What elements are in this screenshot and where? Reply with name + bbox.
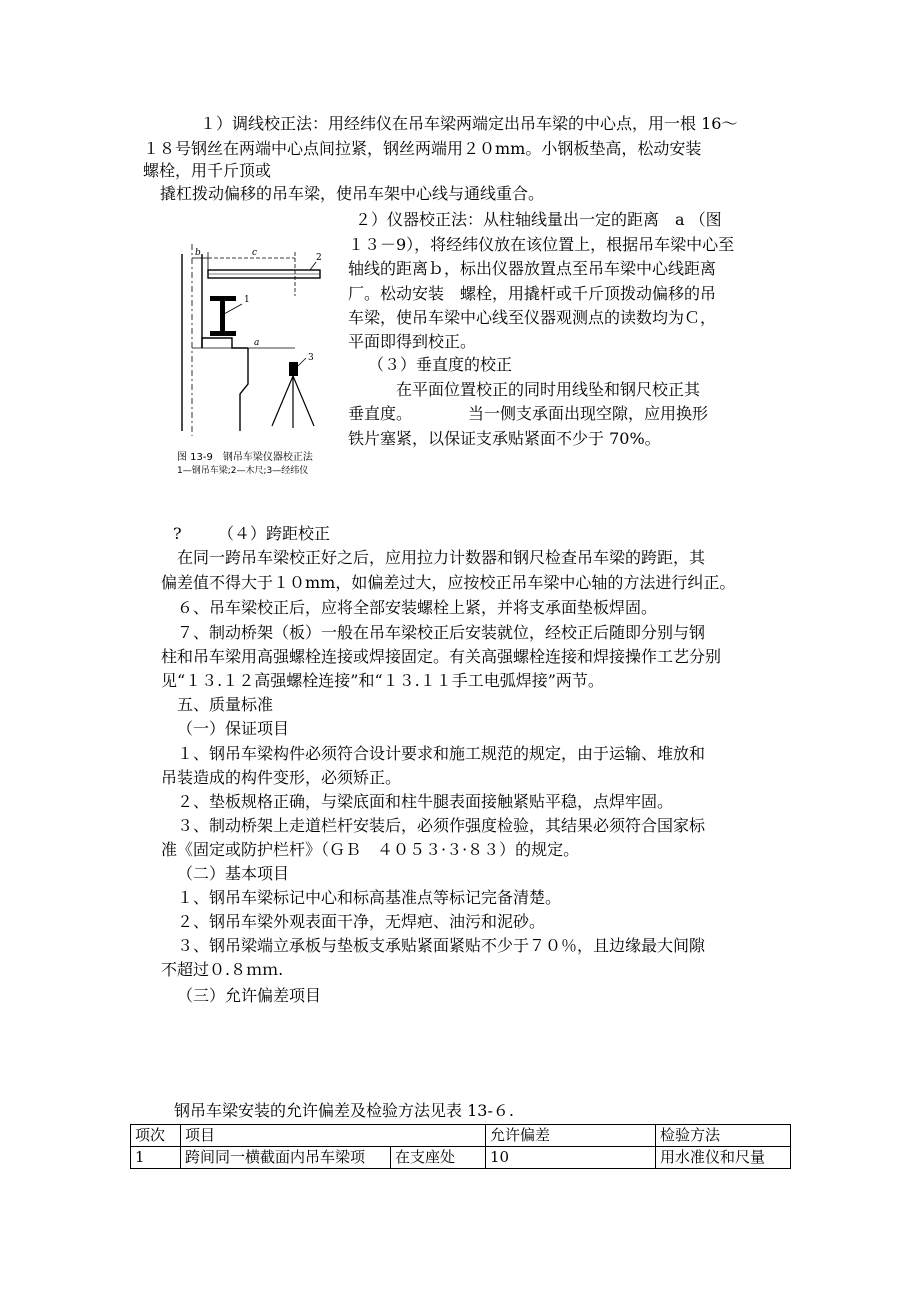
label-a: a [254, 338, 260, 348]
p2-line4: 厂。松动安装 螺栓，用撬杆或千斤顶拨动偏移的吊 [348, 284, 717, 303]
table-cell: 10 [486, 1147, 656, 1169]
p3-title: （３）垂直度的校正 [368, 355, 513, 374]
p2-line6: 平面即得到校正。 [348, 332, 477, 351]
b3-line2: 不超过０.８ｍｍ. [161, 960, 284, 979]
p6: ６、吊车梁校正后，应将全部安装螺栓上紧，并将支承面垫板焊固。 [177, 598, 658, 617]
table-cell: 跨间同一横截面内吊车梁项 [181, 1147, 391, 1169]
table-cell: 用水准仪和尺量 [656, 1147, 791, 1169]
p3-line2: 垂直度。 当一侧支承面出现空隙，应用换形 [348, 404, 709, 423]
p1-line3: 螺栓，用千斤顶或 [143, 161, 272, 180]
table-cell: 在支座处 [391, 1147, 486, 1169]
p3-line1: 在平面位置校正的同时用线坠和钢尺校正其 [396, 380, 701, 399]
b3-line1: ３、钢吊梁端立承板与垫板支承贴紧面紧贴不少于７０％，且边缘最大间隙 [177, 936, 706, 955]
p7-line2: 柱和吊车梁用高强螺栓连接或焊接固定。有关高强螺栓连接和焊接操作工艺分别 [161, 647, 722, 666]
p4-line1: 在同一跨吊车梁校正好之后，应用拉力计数器和钢尺检查吊车梁的跨距，其 [177, 548, 706, 567]
instrument-correction-diagram [160, 236, 338, 446]
p1-line2: １８号钢丝在两端中心点间拉紧，钢丝两端用２０mm。小钢板垫高，松动安装 [143, 139, 702, 158]
p2-line3: 轴线的距离ｂ，标出仪器放置点至吊车梁中心线距离 [348, 259, 717, 278]
header-cell: 检验方法 [656, 1125, 791, 1147]
p7-line3: 见“１３.１２高强螺栓连接”和“１３.１１手工电弧焊接”两节。 [161, 671, 604, 690]
p3-line3: 铁片塞紧，以保证支承贴紧面不少于 70%。 [348, 429, 661, 448]
label-3: 3 [308, 353, 314, 363]
g2: ２、垫板规格正确，与梁底面和柱牛腿表面接触紧贴平稳，点焊牢固。 [177, 792, 674, 811]
p1-line1: １）调线校正法：用经纬仪在吊车梁两端定出吊车梁的中心点，用一根 16～ [200, 114, 738, 133]
g1-line2: 吊装造成的构件变形，必须矫正。 [161, 768, 402, 787]
section-5-heading: 五、质量标准 [177, 695, 274, 714]
section-5-3-heading: （三）允许偏差项目 [177, 986, 322, 1005]
g3-line1: ３、制动桥架上走道栏杆安装后，必须作强度检验，其结果必须符合国家标 [177, 816, 706, 835]
b1: １、钢吊车梁标记中心和标高基准点等标记完备清楚。 [177, 888, 562, 907]
p2-line1: ２）仪器校正法：从柱轴线量出一定的距离 a （图 [355, 210, 722, 229]
figure-caption-title: 图 13-9 钢吊车梁仪器校正法 [177, 452, 313, 463]
g1-line1: １、钢吊车梁构件必须符合设计要求和施工规范的规定，由于运输、堆放和 [177, 744, 706, 763]
section-5-2-heading: （二）基本项目 [177, 864, 290, 883]
label-b: b [195, 248, 201, 258]
label-2: 2 [316, 253, 322, 263]
label-1: 1 [244, 295, 250, 305]
label-c: c [252, 248, 258, 258]
section-5-1-heading: （一）保证项目 [177, 719, 290, 738]
p2-line5: 车梁，使吊车梁中心线至仪器观测点的读数均为Ｃ， [348, 308, 717, 327]
figure-caption-legend: 1—钢吊车梁;2—木尺;3—经纬仪 [177, 466, 309, 476]
p4-title: （４）跨距校正 [218, 524, 331, 543]
header-cell: 项目 [181, 1125, 486, 1147]
header-cell: 项次 [131, 1125, 181, 1147]
deviation-table [130, 1124, 791, 1169]
table-intro: 钢吊车梁安装的允许偏差及检验方法见表 13-６. [174, 1101, 514, 1120]
header-cell: 允许偏差 [486, 1125, 656, 1147]
table-row [131, 1147, 791, 1169]
g3-line2: 准《固定或防护栏杆》（ＧＢ ４０５３·３·８３）的规定。 [161, 840, 580, 859]
p2-line2: １３－9），将经纬仪放在该位置上，根据吊车梁中心至 [348, 235, 735, 254]
p1-line4: 撬杠拨动偏移的吊车梁，使吊车架中心线与通线重合。 [160, 184, 545, 203]
table-header-row [131, 1125, 791, 1147]
p7-line1: ７、制动桥架（板）一般在吊车梁校正后安装就位，经校正后随即分别与钢 [177, 623, 706, 642]
b2: ２、钢吊车梁外观表面干净，无焊疤、油污和泥砂。 [177, 912, 546, 931]
p4-line2: 偏差值不得大于１０mm，如偏差过大，应按校正吊车梁中心轴的方法进行纠正。 [161, 573, 736, 592]
table-cell: 1 [131, 1147, 181, 1169]
question-mark: ? [173, 524, 182, 543]
